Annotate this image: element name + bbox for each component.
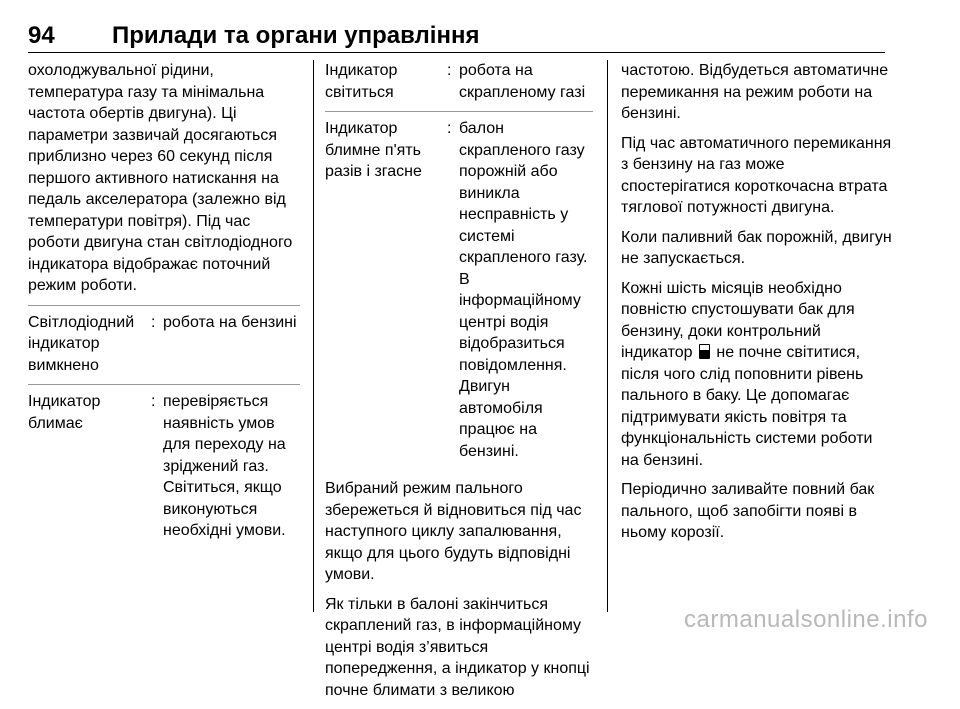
- indicator-meaning: робота на бензині: [163, 313, 297, 331]
- body-paragraph-with-icon: [621, 278, 893, 472]
- page-number: 94: [28, 22, 55, 49]
- intro-paragraph: охолоджувальної рідини, температура газу та мінімальна частота обертів двигуна). Ці параметри зазвичай досягаються приблизно через 60 секунд після першого активного натискання на педаль акселератора (залежно від температури повітря). Під час роботи двигуна стан світлодіодного індикатора відображає поточний режим роботи.: [28, 62, 293, 294]
- indicator-separator: :: [447, 62, 452, 79]
- indicator-meaning: робота на скрапленому газі: [459, 62, 586, 101]
- middle-column: [325, 60, 593, 709]
- left-column: [28, 60, 300, 550]
- body-paragraph: Вибраний режим пального збережеться й відновиться під час наступного циклу запалювання, якщо для цього будуть відповідні умови.: [325, 480, 582, 583]
- header-divider: [28, 52, 885, 53]
- watermark: carmanualsonline.info: [684, 606, 928, 633]
- page-title: Прилади та органи управління: [112, 22, 480, 49]
- body-paragraph: частотою. Відбудеться автоматичне перемикання на режим роботи на бензині.: [621, 62, 889, 122]
- indicator-state: Індикатор блимає: [28, 393, 101, 432]
- indicator-separator: :: [447, 120, 452, 137]
- fuel-pump-icon: [699, 344, 710, 359]
- body-paragraph: Під час автоматичного перемикання з бензину на газ може спостерігатися короткочасна втрата тяглової потужності двигуна.: [621, 134, 892, 216]
- indicator-meaning: перевіряється наявність умов для переходу на зріджений газ. Світиться, якщо виконуються необхідні умови.: [163, 393, 286, 539]
- body-paragraph: Як тільки в балоні закінчиться скраплений газ, в інформаційному центрі водія з’явиться попередження, а індикатор у кнопці почне блимати з великою: [325, 595, 590, 699]
- indicator-row-off: [28, 305, 300, 377]
- right-column: [621, 60, 893, 552]
- paragraph-text: Кожні шість місяців необхідно повністю спустошувати бак для бензину, доки контрольний індикатор: [621, 279, 855, 361]
- indicator-separator: :: [151, 313, 156, 331]
- indicator-row-flashing: [28, 384, 300, 542]
- body-paragraph: Коли паливний бак порожній, двигун не запускається.: [621, 228, 892, 267]
- indicator-row-flash-five: [325, 111, 593, 462]
- indicator-meaning: балон скрапленого газу порожній або виникла несправність у системі скрапленого газу. В інформаційному центрі водія відобразиться повідомлення. Двигун автомобіля працює на бензині.: [459, 120, 588, 460]
- indicator-state: Індикатор блимне п'ять разів і згасне: [325, 120, 422, 180]
- indicator-state: Світлодіодний індикатор вимкнено: [28, 313, 135, 374]
- column-divider-2: [607, 60, 608, 612]
- indicator-state: Індикатор світиться: [325, 62, 398, 101]
- indicator-row-lit: [325, 60, 593, 103]
- indicator-separator: :: [151, 393, 156, 410]
- column-divider-1: [313, 60, 314, 612]
- body-paragraph: Періодично заливайте повний бак пального, щоб запобігти появі в ньому корозії.: [621, 481, 875, 541]
- paragraph-text: не почне світитися, після чого слід поповнити рівень пального в баку. Це допомагає підтримувати якість повітря та функціональність системи роботи на бензині.: [621, 344, 873, 469]
